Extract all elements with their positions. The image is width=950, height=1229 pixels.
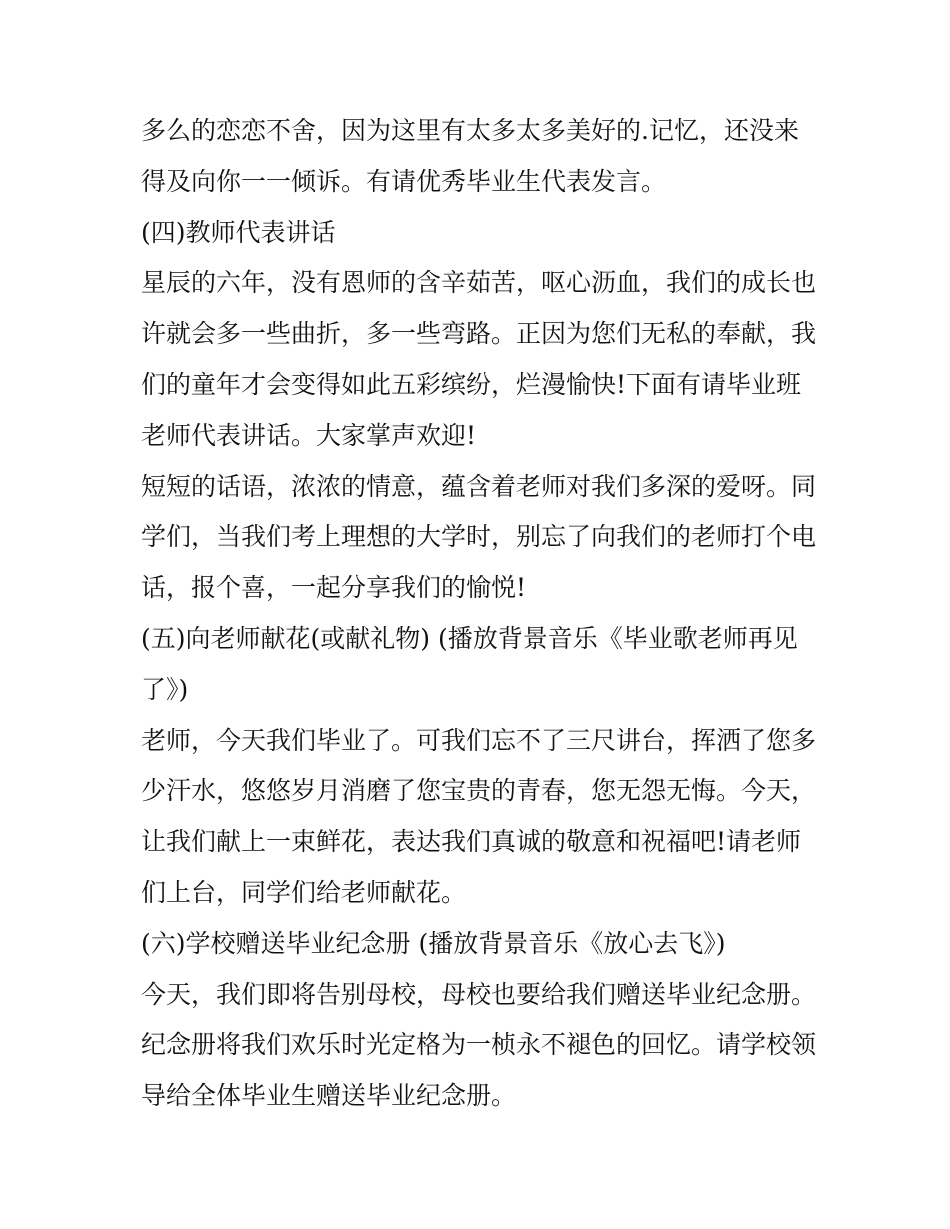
section-heading: (四)教师代表讲话 — [141, 217, 336, 247]
text-line: 许就会多一些曲折，多一些弯路。正因为您们无私的奉献，我 — [141, 319, 817, 349]
text-line: 今天，我们即将告别母校，母校也要给我们赠送毕业纪念册。 — [141, 979, 817, 1009]
text-line: 让我们献上一束鲜花，表达我们真诚的敬意和祝福吧!请老师 — [141, 827, 802, 857]
text-line: 星辰的六年，没有恩师的含辛茹苦，呕心沥血，我们的成长也 — [141, 268, 817, 298]
text-line: 短短的话语，浓浓的情意，蕴含着老师对我们多深的爱呀。同 — [141, 471, 817, 501]
text-line: 导给全体毕业生赠送毕业纪念册。 — [141, 1081, 517, 1111]
text-line: 们的童年才会变得如此五彩缤纷，烂漫愉快!下面有请毕业班 — [141, 369, 802, 399]
section-heading: (六)学校赠送毕业纪念册 (播放背景音乐《放心去飞》) — [141, 928, 726, 958]
text-line: 纪念册将我们欢乐时光定格为一桢永不褪色的回忆。请学校领 — [141, 1030, 817, 1060]
text-line: 老师，今天我们毕业了。可我们忘不了三尺讲台，挥洒了您多 — [141, 725, 817, 755]
section-heading: (五)向老师献花(或献礼物) (播放背景音乐《毕业歌老师再见 — [141, 623, 798, 653]
text-line: 话，报个喜，一起分享我们的愉悦! — [141, 573, 527, 603]
text-line: 少汗水，悠悠岁月消磨了您宝贵的青春，您无怨无悔。今天， — [141, 776, 817, 806]
text-line: 老师代表讲话。大家掌声欢迎! — [141, 420, 477, 450]
text-line: 得及向你一一倾诉。有请优秀毕业生代表发言。 — [141, 166, 667, 196]
text-line: 们上台，同学们给老师献花。 — [141, 877, 467, 907]
text-line: 多么的恋恋不舍，因为这里有太多太多美好的.记忆，还没来 — [141, 116, 799, 145]
text-line: 学们，当我们考上理想的大学时，别忘了向我们的老师打个电 — [141, 522, 817, 552]
document-body — [141, 106, 821, 1122]
section-heading-continuation: 了》) — [141, 674, 189, 704]
